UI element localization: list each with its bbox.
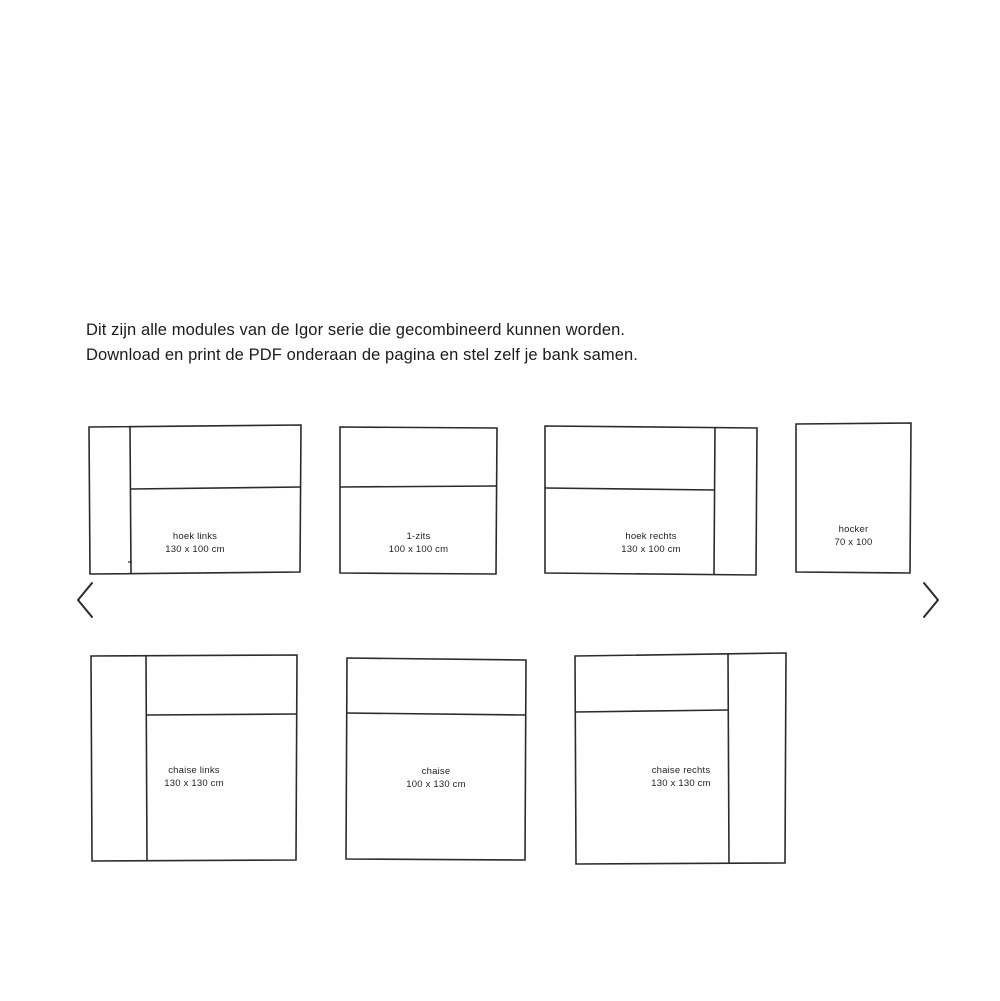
module-size: 100 x 100 cm <box>388 544 449 555</box>
module-chaise-links[interactable] <box>88 652 300 864</box>
module-1-zits[interactable] <box>337 424 500 577</box>
hoek-rechts-drawing <box>542 422 760 579</box>
hoek-links-drawing <box>86 422 304 577</box>
1-zits-drawing <box>337 424 500 577</box>
module-chaise-rechts[interactable] <box>572 650 790 868</box>
next-arrow-icon[interactable] <box>918 580 944 620</box>
chaise-rechts-drawing <box>572 650 790 868</box>
module-size: 130 x 130 cm <box>651 778 711 789</box>
prev-arrow-icon[interactable] <box>72 580 98 620</box>
module-size: 130 x 100 cm <box>621 544 681 555</box>
module-name: hocker <box>838 524 869 535</box>
module-size: 100 x 130 cm <box>406 779 466 790</box>
module-chaise[interactable] <box>343 655 529 863</box>
module-hoek-links[interactable] <box>86 422 304 577</box>
module-size: 130 x 100 cm <box>165 544 225 555</box>
module-size: 70 x 100 <box>834 537 873 548</box>
chaise-drawing <box>343 655 529 863</box>
hocker-drawing <box>793 420 914 577</box>
intro-line-2: Download en print de PDF onderaan de pagina en stel zelf je bank samen. <box>86 346 638 364</box>
intro-line-1: Dit zijn alle modules van de Igor serie die gecombineerd kunnen worden. <box>86 321 626 339</box>
module-name: hoek rechts <box>625 531 677 542</box>
module-name: hoek links <box>172 531 218 542</box>
module-name: chaise <box>421 766 451 777</box>
intro-text <box>86 318 846 368</box>
module-name: 1-zits <box>406 531 431 542</box>
module-name: chaise links <box>168 765 220 776</box>
module-hocker[interactable] <box>793 420 914 577</box>
chaise-links-drawing <box>88 652 300 864</box>
module-size: 130 x 130 cm <box>164 778 224 789</box>
module-name: chaise rechts <box>651 765 711 776</box>
module-hoek-rechts[interactable] <box>542 422 760 579</box>
